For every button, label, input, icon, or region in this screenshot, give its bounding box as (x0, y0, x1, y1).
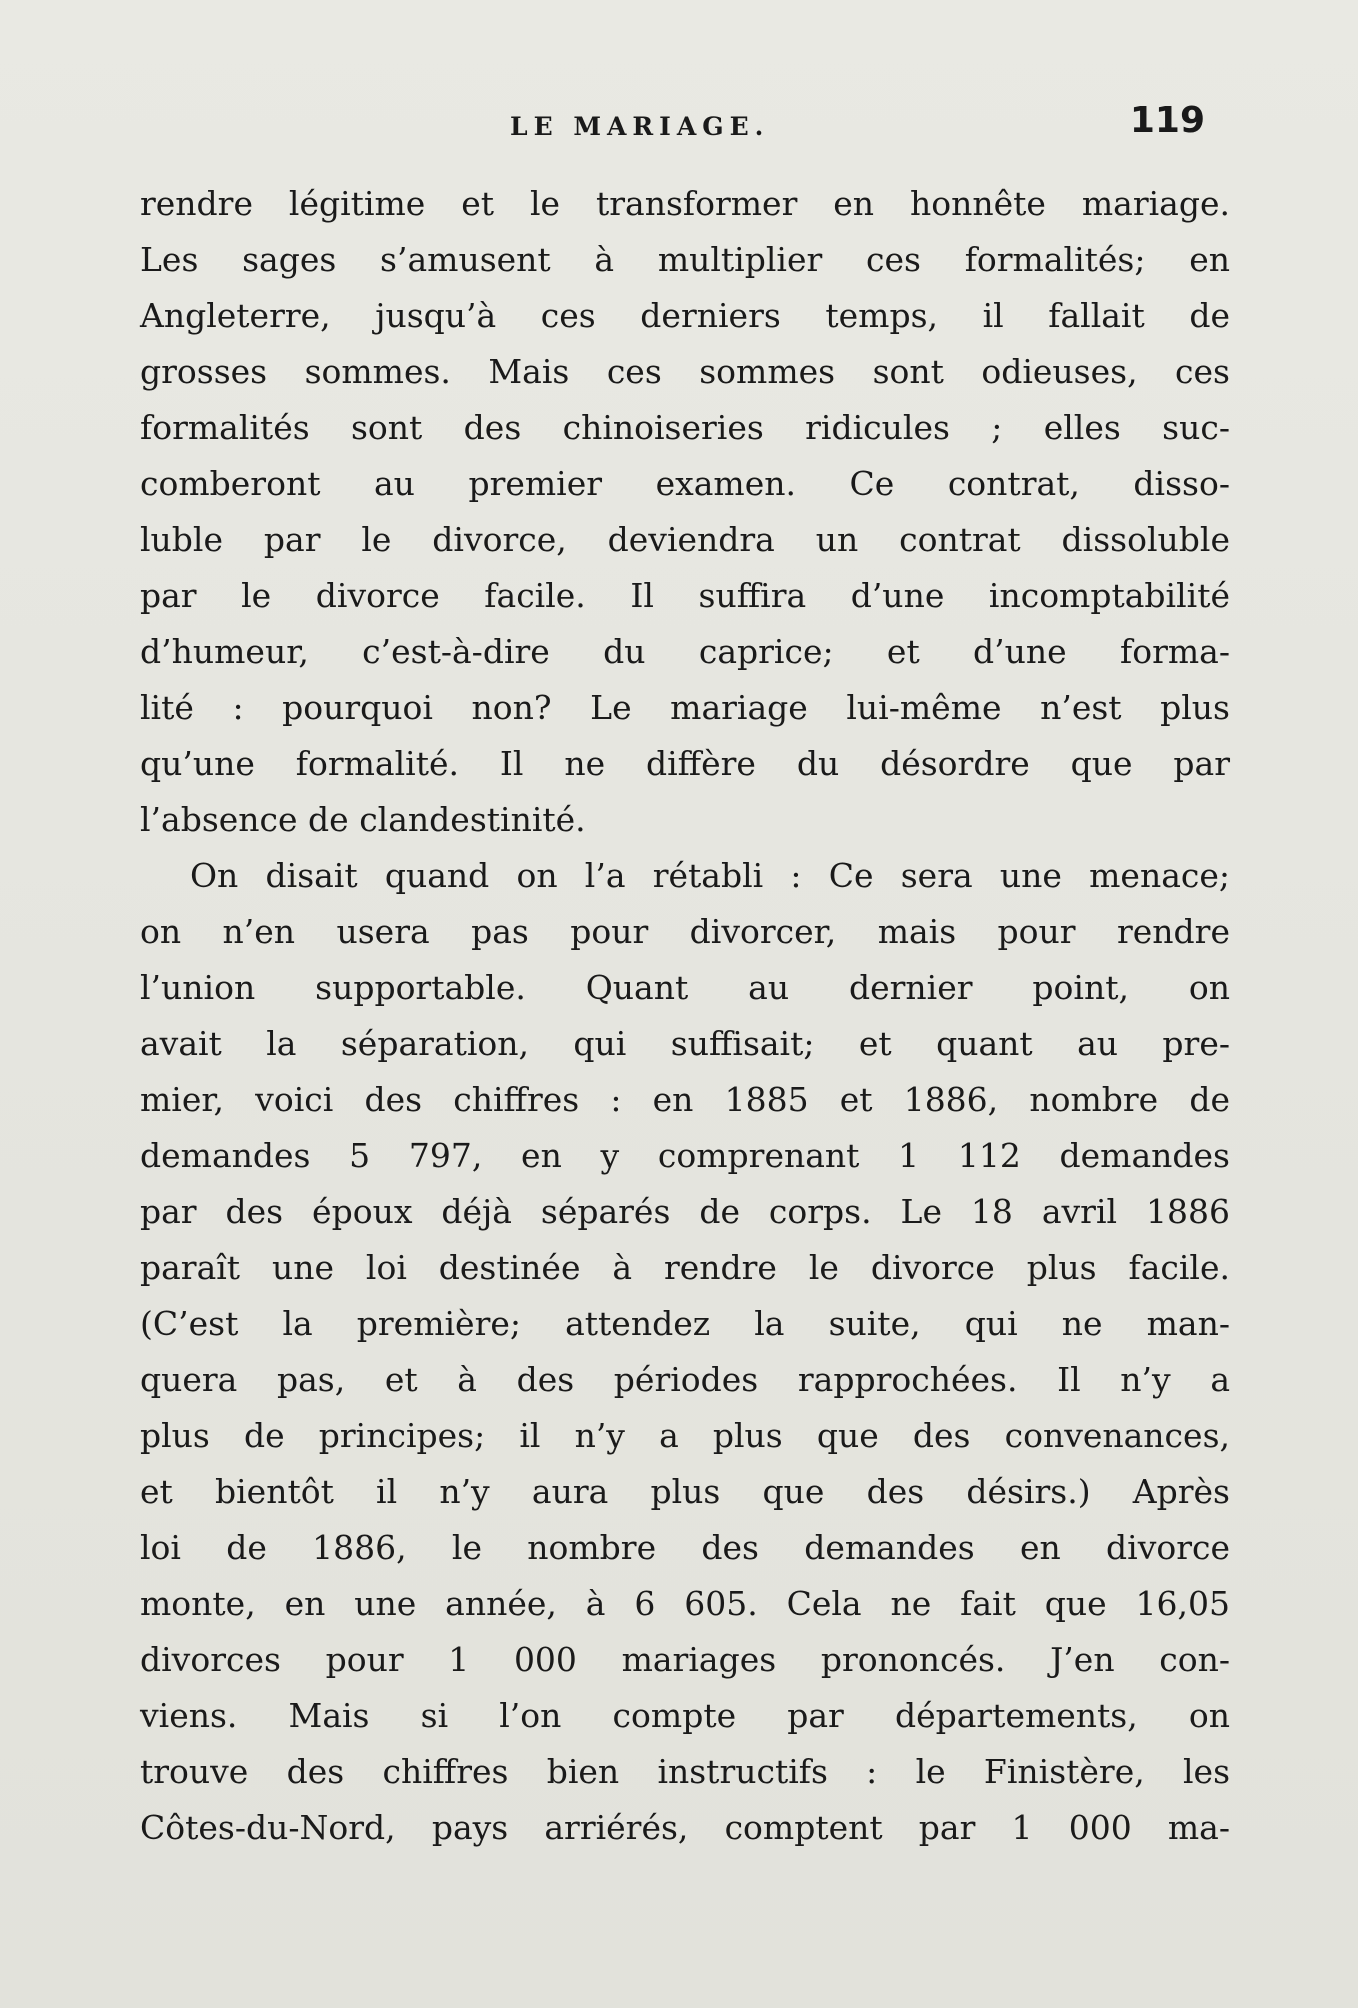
text-line: rendre légitime et le transformer en honnête mariage. (140, 184, 1230, 223)
text-line: et bientôt il n’y aura plus que des désirs.) Après (140, 1472, 1230, 1511)
text-line: viens. Mais si l’on compte par départements, on (140, 1696, 1230, 1735)
text-line: comberont au premier examen. Ce contrat, disso- (140, 464, 1230, 503)
text-line: par des époux déjà séparés de corps. Le 18 avril 1886 (140, 1192, 1230, 1231)
text-line: divorces pour 1 000 mariages prononcés. J’en con- (140, 1640, 1230, 1679)
text-line: Angleterre, jusqu’à ces derniers temps, il fallait de (140, 296, 1230, 335)
text-line: loi de 1886, le nombre des demandes en divorce (140, 1528, 1230, 1567)
body-text (140, 176, 1230, 1856)
text-line: par le divorce facile. Il suffira d’une incomptabilité (140, 576, 1230, 615)
text-line: mier, voici des chiffres : en 1885 et 1886, nombre de (140, 1080, 1230, 1119)
text-line: formalités sont des chinoiseries ridicules ; elles suc- (140, 408, 1230, 447)
text-line: monte, en une année, à 6 605. Cela ne fait que 16,05 (140, 1584, 1230, 1623)
text-line: plus de principes; il n’y a plus que des convenances, (140, 1416, 1230, 1455)
text-line: quera pas, et à des périodes rapprochées. Il n’y a (140, 1360, 1230, 1399)
text-line: paraît une loi destinée à rendre le divorce plus facile. (140, 1248, 1230, 1287)
text-line: grosses sommes. Mais ces sommes sont odieuses, ces (140, 352, 1230, 391)
text-line: luble par le divorce, deviendra un contrat dissoluble (140, 520, 1230, 559)
text-line: trouve des chiffres bien instructifs : le Finistère, les (140, 1752, 1230, 1791)
text-line: avait la séparation, qui suffisait; et quant au pre- (140, 1024, 1230, 1063)
page-header (140, 100, 1205, 160)
page-number: 119 (1129, 100, 1205, 141)
text-line: (C’est la première; attendez la suite, qui ne man- (140, 1304, 1230, 1343)
text-line: on n’en usera pas pour divorcer, mais pour rendre (140, 912, 1230, 951)
text-line: Les sages s’amusent à multiplier ces formalités; en (140, 240, 1230, 279)
text-line: qu’une formalité. Il ne diffère du désordre que par (140, 744, 1230, 783)
text-line: demandes 5 797, en y comprenant 1 112 demandes (140, 1136, 1230, 1175)
paragraph-end-line: l’absence de clandestinité. (140, 800, 586, 839)
text-line: Côtes-du-Nord, pays arriérés, comptent par 1 000 ma- (140, 1808, 1230, 1847)
running-head: LE MARIAGE. (510, 112, 770, 141)
text-line: l’union supportable. Quant au dernier point, on (140, 968, 1230, 1007)
text-line: lité : pourquoi non? Le mariage lui-même n’est plus (140, 688, 1230, 727)
paragraph-first-line: On disait quand on l’a rétabli : Ce sera une menace; (190, 856, 1230, 895)
text-line: d’humeur, c’est-à-dire du caprice; et d’une forma- (140, 632, 1230, 671)
